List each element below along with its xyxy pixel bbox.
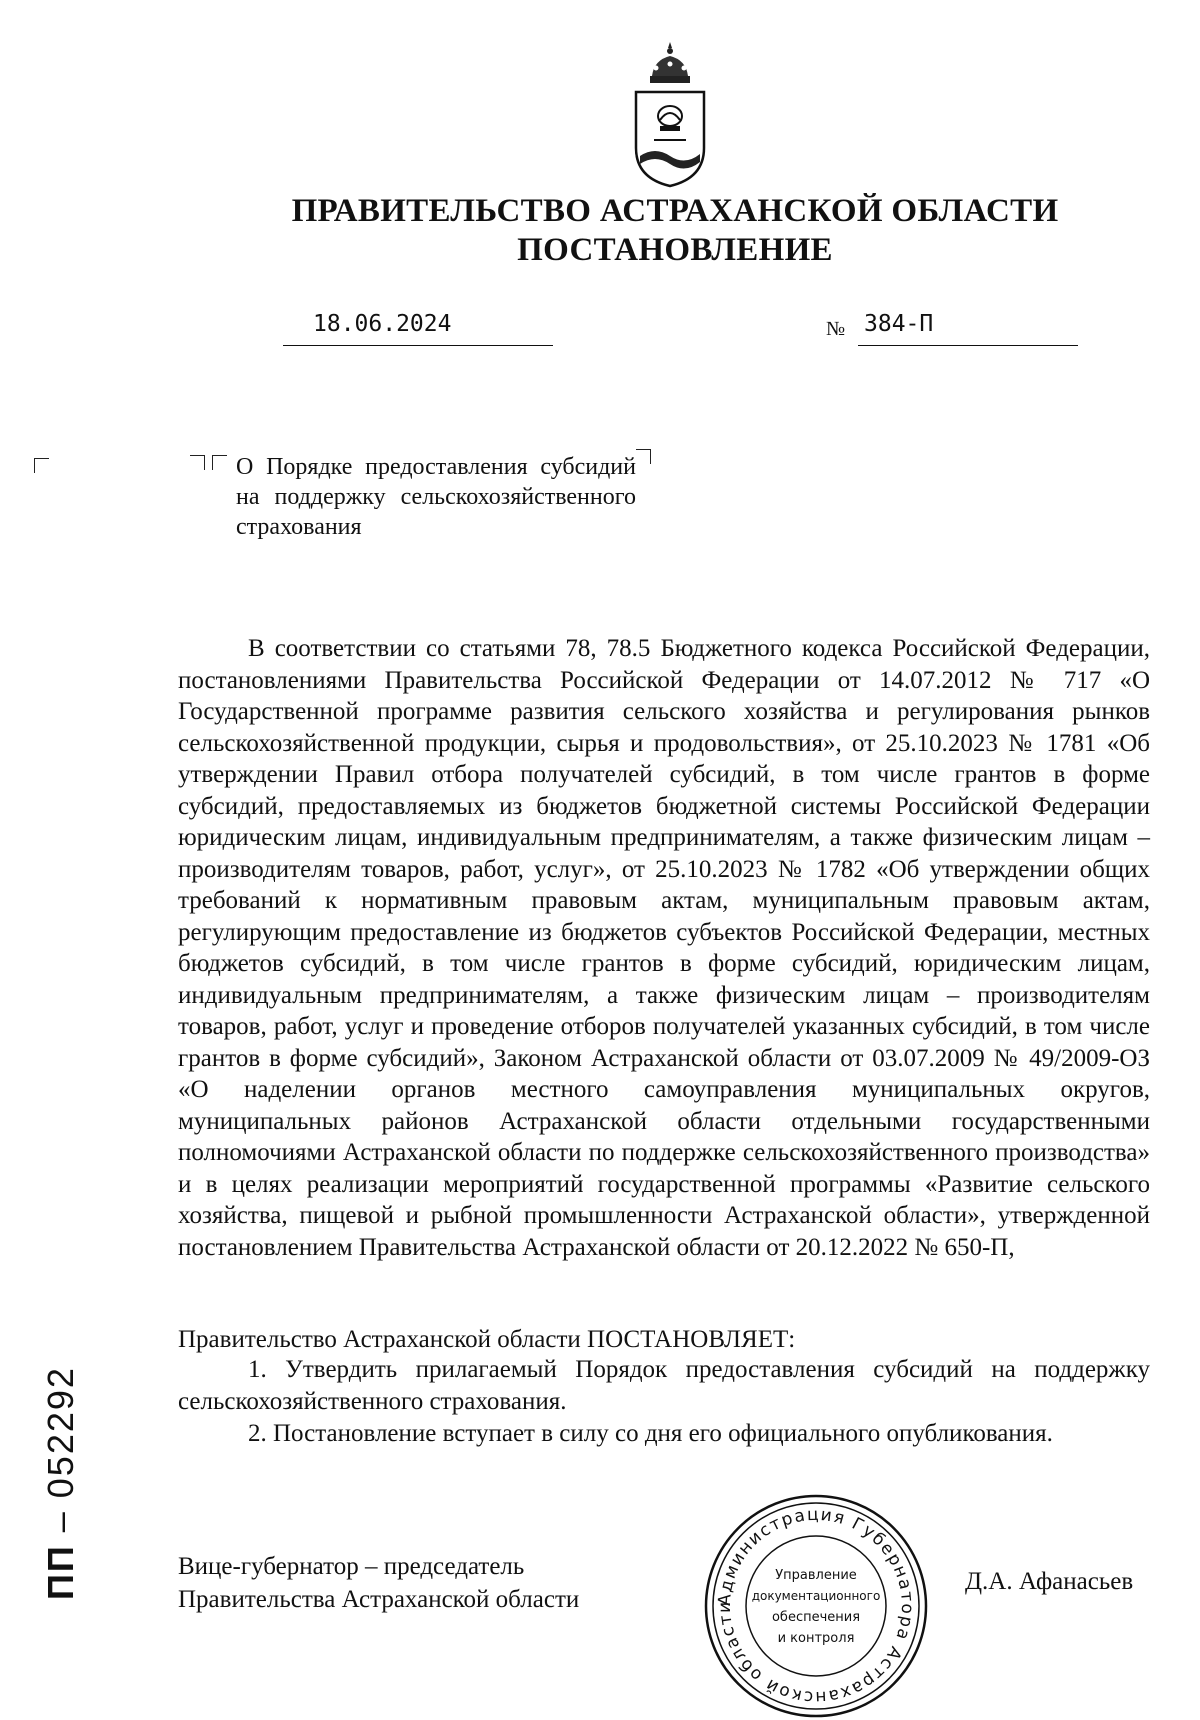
stamp-center-line-2: документационного xyxy=(751,1589,881,1603)
svg-text:Администрация Губернатора Астр xyxy=(715,1505,917,1707)
corner-mark-left xyxy=(34,458,49,473)
signatory-title-line-2: Правительства Астраханской области xyxy=(178,1586,580,1613)
stamp-center-line-1: Управление xyxy=(775,1568,857,1583)
corner-mark-subject-open-b xyxy=(212,455,227,470)
date-field xyxy=(283,311,553,346)
stamp-center-line-3: обеспечения xyxy=(771,1610,861,1625)
signatory-name: Д.А. Афанасьев xyxy=(965,1568,1134,1595)
resolution-item-1: 1. Утвердить прилагаемый Порядок предоставления субсидий на поддержку сельскохозяйственного страхования. xyxy=(178,1356,1150,1415)
serial-prefix: ПП xyxy=(40,1544,81,1600)
document-number: 384-П xyxy=(864,311,934,337)
number-sign: № xyxy=(826,318,846,340)
official-stamp xyxy=(702,1492,930,1720)
stamp-ring-text: Администрация Губернатора Астраханской области xyxy=(714,1504,918,1708)
document-subject: О Порядке предоставления субсидий на поддержку сельскохозяйственного страхования xyxy=(236,454,636,540)
signatory-title-line-1: Вице-губернатор – председатель xyxy=(178,1553,525,1580)
resolution-item-2: 2. Постановление вступает в силу со дня его официального опубликования. xyxy=(248,1420,1053,1447)
serial-number: ПП – 052292 xyxy=(40,1366,81,1600)
document-type-heading: ПОСТАНОВЛЕНИЕ xyxy=(517,232,833,268)
resolves-line: Правительство Астраханской области ПОСТАНОВЛЯЕТ: xyxy=(178,1326,796,1353)
coat-of-arms-emblem-icon xyxy=(630,40,710,190)
serial-digits: 052292 xyxy=(40,1366,81,1499)
document-date: 18.06.2024 xyxy=(313,311,452,337)
organization-heading: ПРАВИТЕЛЬСТВО АСТРАХАНСКОЙ ОБЛАСТИ xyxy=(291,193,1059,229)
corner-mark-subject-open-a xyxy=(190,455,205,470)
preamble-paragraph: В соответствии со статьями 78, 78.5 Бюджетного кодекса Российской Федерации, постановлениями Правительства Российской Федерации от 14.07.2012 № 717 «О Государственной программе развития сельского хозяйства и регулирования рынков сельскохозяйственной продукции, сырья и продовольствия», от 25.10.2023 № 1781 «Об утверждении Правил отбора получателей субсидий, в том числе грантов в форме субсидий, предоставляемых из бюджетов бюджетной системы Российской Федерации юридическим лицам, индивидуальным предпринимателям, а также физическим лицам – производителям товаров, работ, услуг», от 25.10.2023 № 1782 «Об утверждении общих требований к нормативным правовым актам, муниципальным правовым актам, регулирующим предоставление из бюджетов субъектов Российской Федерации, местных бюджетов субсидий, в том числе грантов в форме субсидий, юридическим лицам, индивидуальным предпринимателям, а также физическим лицам – производителям товаров, работ, услуг и проведение отборов получателей указанных субсидий, в том числе грантов в форме субсидий», Законом Астраханской области от 03.07.2009 № 49/2009-ОЗ «О наделении органов местного самоуправления муниципальных округов, муниципальных районов Астраханской области отдельными государственными полномочиями Астраханской области по поддержке сельскохозяйственного производства» и в целях реализации мероприятий государственной программы «Развитие сельского хозяйства, пищевой и рыбной промышленности Астраханской области», утвержденной постановлением Правительства Астраханской области от 20.12.2022 № 650-П, xyxy=(178,635,1150,1261)
number-field xyxy=(858,311,1078,346)
signatory-title xyxy=(178,1550,579,1616)
corner-mark-subject-close xyxy=(636,449,651,464)
stamp-center-line-4: и контроля xyxy=(777,1631,855,1646)
